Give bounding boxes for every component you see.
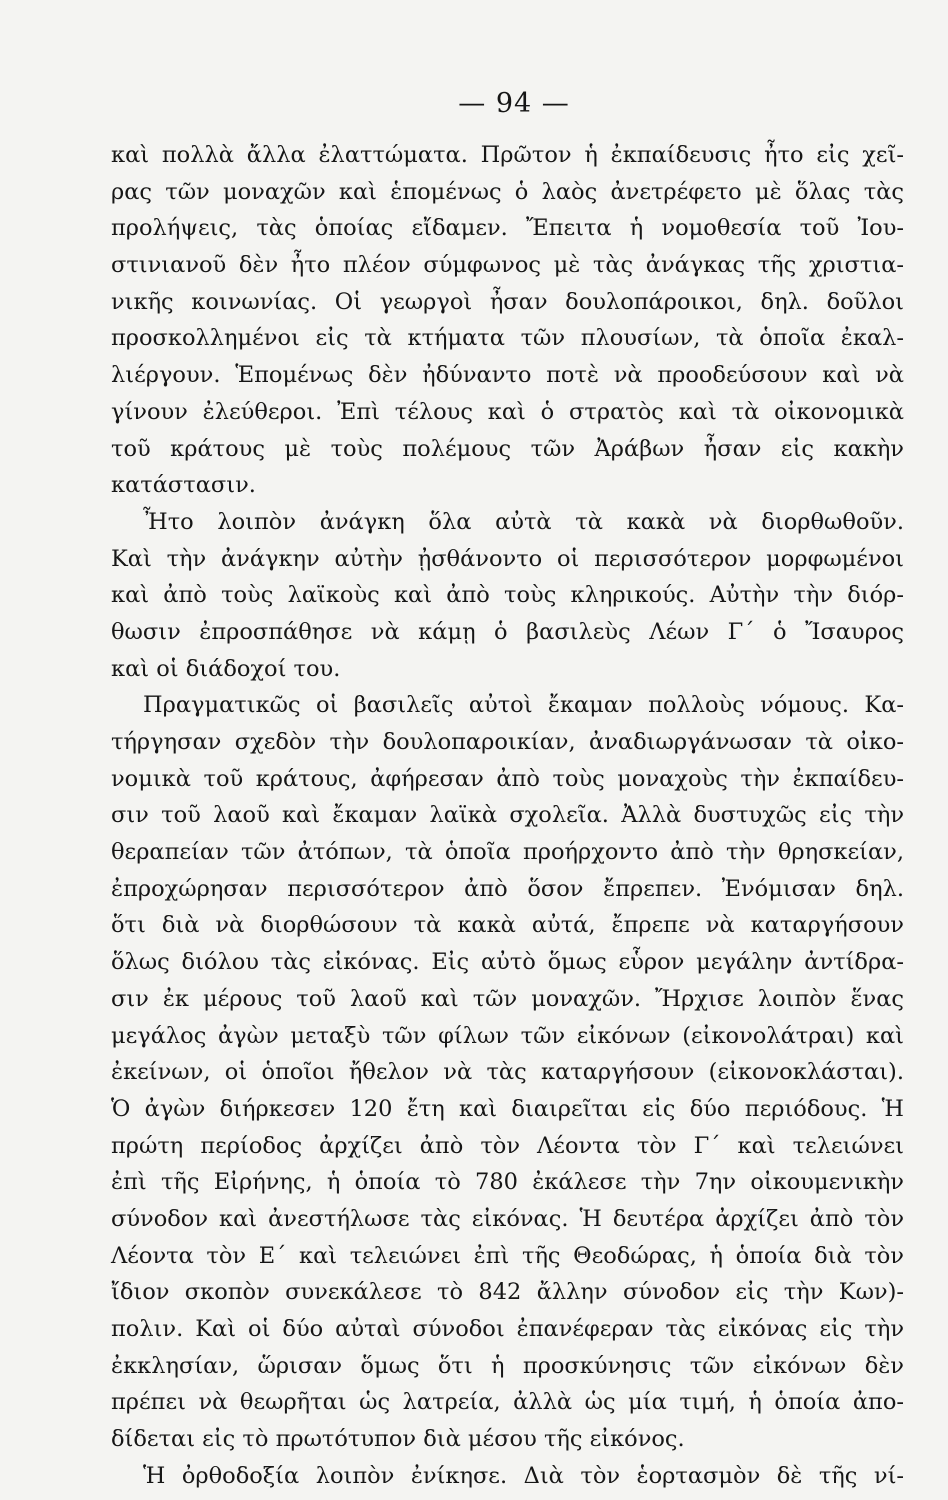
text-line: ἐκκλησίαν, ὥρισαν ὅμως ὅτι ἡ προσκύνησις τῶν εἰκόνων δὲν [111,1352,904,1379]
text-line: τοῦ κράτους μὲ τοὺς πολέμους τῶν Ἀράβων ἦσαν εἰς κακὴν [111,435,904,462]
text-line: Ὁ ἀγὼν διήρκεσεν 120 ἔτη καὶ διαιρεῖται εἰς δύο περιόδους. Ἡ [111,1095,904,1122]
text-line: πρέπει νὰ θεωρῆται ὡς λατρεία, ἀλλὰ ὡς μία τιμή, ἡ ὁποία ἀπο- [111,1389,904,1416]
text-line: νομικὰ τοῦ κράτους, ἀφήρεσαν ἀπὸ τοὺς μοναχοὺς τὴν ἐκπαίδευ- [111,765,904,792]
text-line: σιν ἐκ μέρους τοῦ λαοῦ καὶ τῶν μοναχῶν. Ἤρχισε λοιπὸν ἕνας [111,985,904,1012]
text-line: ὅτι διὰ νὰ διορθώσουν τὰ κακὰ αὐτά, ἔπρεπε νὰ καταργήσουν [111,912,904,939]
text-line: λιέργουν. Ἑπομένως δὲν ἠδύναντο ποτὲ νὰ προοδεύσουν καὶ νὰ [111,362,904,389]
text-line: θεραπείαν τῶν ἀτόπων, τὰ ὁποῖα προήρχοντο ἀπὸ τὴν θρησκείαν, [111,839,904,866]
text-line: Πραγματικῶς οἱ βασιλεῖς αὐτοὶ ἔκαμαν πολλοὺς νόμους. Κα- [143,692,904,719]
text-line: καὶ ἀπὸ τοὺς λαϊκοὺς καὶ ἀπὸ τοὺς κληρικούς. Αὐτὴν τὴν διόρ- [111,582,904,609]
page-number: — 94 — [458,88,570,119]
text-line: προλήψεις, τὰς ὁποίας εἴδαμεν. Ἔπειτα ἡ νομοθεσία τοῦ Ἰου- [111,215,904,242]
text-line: μεγάλος ἀγὼν μεταξὺ τῶν φίλων τῶν εἰκόνων (εἰκονολάτραι) καὶ [111,1022,904,1049]
text-line: κατάστασιν. [111,472,256,499]
text-line: Ἦτο λοιπὸν ἀνάγκη ὅλα αὐτὰ τὰ κακὰ νὰ διορθωθοῦν. [143,508,904,535]
text-line: καὶ οἱ διάδοχοί του. [111,655,341,682]
text-line: καὶ πολλὰ ἄλλα ἐλαττώματα. Πρῶτον ἡ ἐκπαίδευσις ἦτο εἰς χεῖ- [111,142,904,168]
text-line: ἐπὶ τῆς Εἰρήνης, ἡ ὁποία τὸ 780 ἐκάλεσε τὴν 7ην οἰκουμενικὴν [111,1169,904,1196]
text-line: προσκολλημένοι εἰς τὰ κτήματα τῶν πλουσίων, τὰ ὁποῖα ἐκαλ- [111,325,904,352]
text-line: ὅλως διόλου τὰς εἰκόνας. Εἰς αὐτὸ ὅμως εὗρον μεγάλην ἀντίδρα- [111,949,904,976]
text-line: ρας τῶν μοναχῶν καὶ ἑπομένως ὁ λαὸς ἀνετρέφετο μὲ ὅλας τὰς [111,178,904,205]
body-text [111,137,904,1494]
text-line: Λέοντα τὸν Ε΄ καὶ τελειώνει ἐπὶ τῆς Θεοδώρας, ἡ ὁποία διὰ τὸν [111,1242,904,1269]
text-line: νικῆς κοινωνίας. Οἱ γεωργοὶ ἦσαν δουλοπάροικοι, δηλ. δοῦλοι [111,288,904,315]
text-line: σύνοδον καὶ ἀνεστήλωσε τὰς εἰκόνας. Ἡ δευτέρα ἀρχίζει ἀπὸ τὸν [111,1205,904,1232]
text-line: ἴδιον σκοπὸν συνεκάλεσε τὸ 842 ἄλλην σύνοδον εἰς τὴν Κων)- [111,1279,904,1306]
text-line: ἐπροχώρησαν περισσότερον ἀπὸ ὅσον ἔπρεπεν. Ἐνόμισαν δηλ. [111,875,904,902]
text-line: Ἡ ὀρθοδοξία λοιπὸν ἐνίκησε. Διὰ τὸν ἑορτασμὸν δὲ τῆς νί- [143,1462,904,1489]
text-line: Καὶ τὴν ἀνάγκην αὐτὴν ᾐσθάνοντο οἱ περισσότερον μορφωμένοι [111,545,904,572]
text-line: δίδεται εἰς τὸ πρωτότυπον διὰ μέσου τῆς εἰκόνος. [111,1426,685,1453]
text-line: θωσιν ἐπροσπάθησε νὰ κάμῃ ὁ βασιλεὺς Λέων Γ΄ ὁ Ἴσαυρος [111,618,904,645]
text-line: στινιανοῦ δὲν ἦτο πλέον σύμφωνος μὲ τὰς ἀνάγκας τῆς χριστια- [111,252,904,279]
text-line: σιν τοῦ λαοῦ καὶ ἔκαμαν λαϊκὰ σχολεῖα. Ἀλλὰ δυστυχῶς εἰς τὴν [111,802,904,829]
text-line: γίνουν ἐλεύθεροι. Ἐπὶ τέλους καὶ ὁ στρατὸς καὶ τὰ οἰκονομικὰ [111,398,904,425]
text-line: πολιν. Καὶ οἱ δύο αὐταὶ σύνοδοι ἐπανέφεραν τὰς εἰκόνας εἰς τὴν [111,1316,904,1342]
text-line: τήργησαν σχεδὸν τὴν δουλοπαροικίαν, ἀναδιωργάνωσαν τὰ οἰκο- [111,729,904,755]
text-line: ἐκείνων, οἱ ὁποῖοι ἤθελον νὰ τὰς καταργήσουν (εἰκονοκλάσται). [111,1059,904,1086]
text-line: πρώτη περίοδος ἀρχίζει ἀπὸ τὸν Λέοντα τὸν Γ΄ καὶ τελειώνει [111,1132,904,1159]
